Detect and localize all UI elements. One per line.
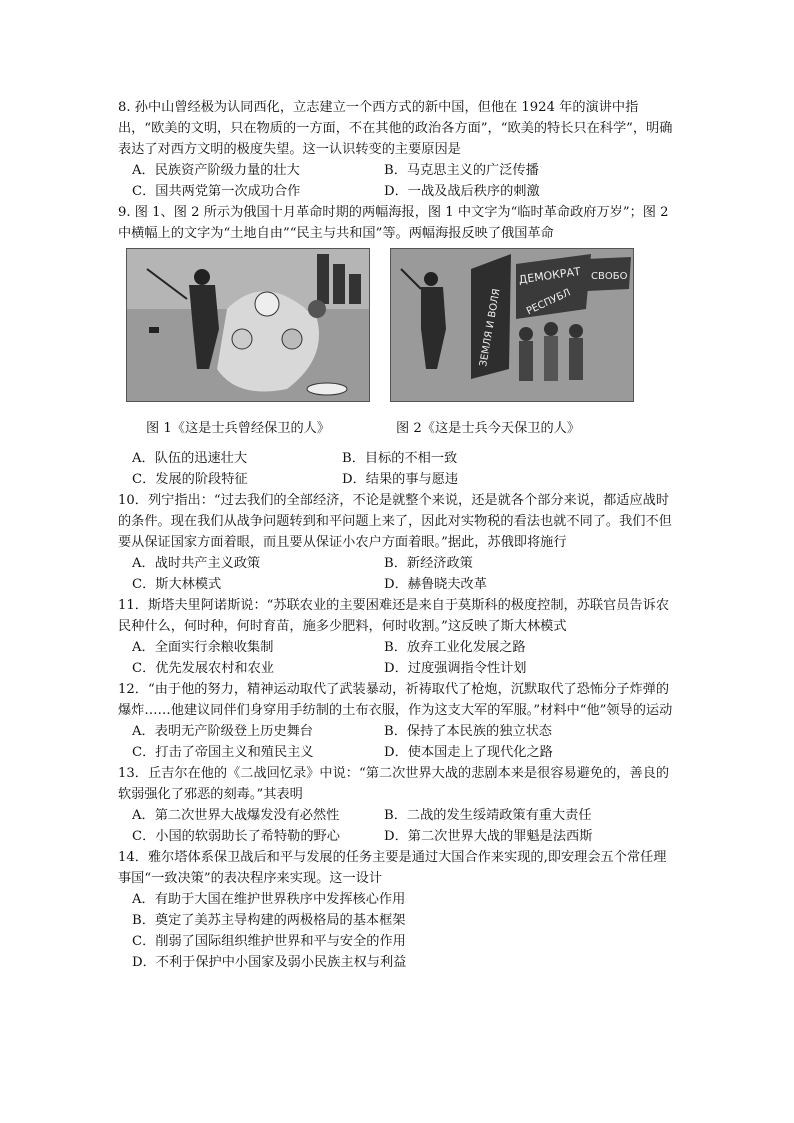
question-8 [118,97,678,202]
figure-row [118,248,678,466]
option-d: D．一战及战后秩序的刺激 [384,184,540,199]
banner-text-2: РЕСПУБЛ [524,287,573,318]
question-stem: 13．丘吉尔在他的《二战回忆录》中说：“第二次世界大战的悲剧本来是很容易避免的，善良的软弱强化了邪恶的刻毒。”其表明 [118,766,670,802]
question-9 [118,202,678,490]
options [118,160,678,202]
option-b: B．目标的不相一致 [342,451,458,466]
option-b: B．二战的发生绥靖政策有重大责任 [384,808,592,823]
option-b: B．新经济政策 [384,556,473,571]
poster-figure-2 [390,248,634,402]
figure-2-caption: 图 2《这是士兵今天保卫的人》 [396,421,581,436]
banner-text-3: СВОБО [591,271,628,282]
option-c: C．发展的阶段特征 [132,472,248,487]
option-d: D．过度强调指令性计划 [384,661,527,676]
question-12 [118,679,678,763]
question-stem: 11．斯塔夫里阿诺斯说：“苏联农业的主要困难还是来自于莫斯科的极度控制，苏联官员告诉农民种什么，何时种，何时育苗，施多少肥料，何时收割。”这反映了斯大林模式 [118,598,670,634]
question-stem: 12．“由于他的努力，精神运动取代了武装暴动，祈祷取代了枪炮，沉默取代了恐怖分子炸弹的爆炸……他建议同伴们身穿用手纺制的土布衣服，作为这支大军的军服。”材料中“他”领导的运动 [118,682,673,718]
question-stem: 14．雅尔塔体系保卫战后和平与发展的任务主要是通过大国合作来实现的,即安理会五个常任理事国“一致决策”的表决程序来实现。这一设计 [118,850,667,886]
option-b: B．马克思主义的广泛传播 [384,163,539,178]
option-a: A．队伍的迅速壮大 [132,451,248,466]
option-a: A．战时共产主义政策 [132,556,261,571]
option-d: D．赫鲁晓夫改革 [384,577,487,592]
option-a: A．有助于大国在维护世界秩序中发挥核心作用 [132,892,406,907]
option-c: C．削弱了国际组织维护世界和平与安全的作用 [132,934,406,949]
question-14 [118,847,678,973]
banner-text-4: ЗЕМЛЯ И ВОЛЯ [478,287,503,368]
options [118,805,678,847]
options [118,637,678,679]
option-c: C．优先发展农村和农业 [132,661,274,676]
option-d: D．第二次世界大战的罪魁是法西斯 [384,829,593,844]
option-d: D．使本国走上了现代化之路 [384,745,553,760]
option-a: A．第二次世界大战爆发没有必然性 [132,808,340,823]
question-stem: 9. 图 1、图 2 所示为俄国十月革命时期的两幅海报，图 1 中文字为“临时革命政府万岁”；图 2 中横幅上的文字为“土地自由”“民主与共和国”等。两幅海报反映了俄国革命 [118,205,669,241]
option-b: B．奠定了美苏主导构建的两极格局的基本框架 [132,913,406,928]
options [118,889,678,973]
options [118,721,678,763]
option-a: A．表明无产阶级登上历史舞台 [132,724,313,739]
poster-figure-1 [126,248,370,402]
option-c: C．斯大林模式 [132,577,222,592]
option-d: D．不利于保护中小国家及弱小民族主权与利益 [132,955,407,970]
option-c: C．小国的软弱助长了希特勒的野心 [132,829,340,844]
figure-1-caption: 图 1《这是士兵曾经保卫的人》 [146,421,331,436]
question-10 [118,490,678,595]
question-stem: 8. 孙中山曾经极为认同西化，立志建立一个西方式的新中国，但他在 1924 年的演讲中指出，“欧美的文明，只在物质的一方面，不在其他的政治各方面”，“欧美的特长只在科学”，明确表达了对西方文明的极度失望。这一认识转变的主要原因是 [118,100,673,157]
option-b: B．保持了本民族的独立状态 [384,724,552,739]
question-stem: 10．列宁指出：“过去我们的全部经济，不论是就整个来说，还是就各个部分来说，都适应战时的条件。现在我们从战争问题转到和平问题上来了，因此对实物税的看法也就不同了。我们不但要从保证国家方面着眼，而且要从保证小农户方面着眼。”据此，苏俄即将施行 [118,493,672,550]
option-c: C．国共两党第一次成功合作 [132,184,301,199]
question-13 [118,763,678,847]
option-d: D．结果的事与愿违 [342,472,459,487]
question-11 [118,595,678,679]
exam-page [118,97,678,973]
poster-2-image [391,249,633,401]
option-b: B．放弃工业化发展之路 [384,640,526,655]
option-a: A．全面实行余粮收集制 [132,640,274,655]
options [118,553,678,595]
option-a: A．民族资产阶级力量的壮大 [132,163,300,178]
option-c: C．打击了帝国主义和殖民主义 [132,745,314,760]
banner-text-1: ДЕМОКРАТ [517,264,582,287]
poster-1-image [127,249,369,401]
